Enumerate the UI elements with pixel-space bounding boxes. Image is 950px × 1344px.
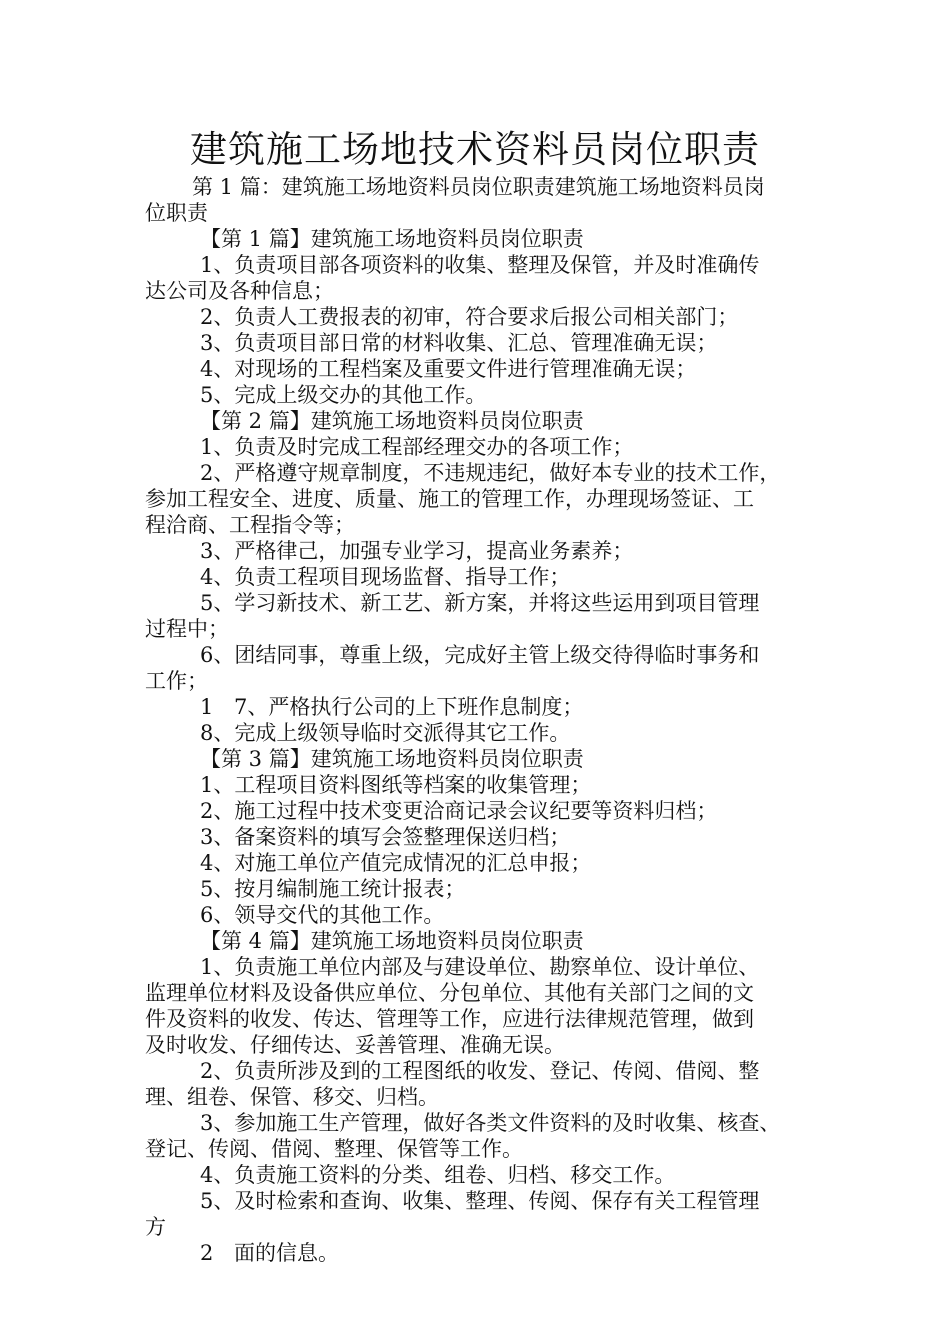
body-line: 工作； [145, 669, 208, 693]
intro-line: 第 1 篇：建筑施工场地资料员岗位职责建筑施工场地资料员岗 [192, 175, 765, 199]
body-line: 4、对现场的工程档案及重要文件进行管理准确无误； [200, 357, 697, 381]
body-line: 1、工程项目资料图纸等档案的收集管理； [200, 773, 592, 797]
section-heading: 【第 3 篇】建筑施工场地资料员岗位职责 [200, 747, 584, 771]
page-number-mark: 1 [200, 695, 214, 719]
section-heading: 【第 4 篇】建筑施工场地资料员岗位职责 [200, 929, 584, 953]
body-line: 达公司及各种信息； [145, 279, 334, 303]
body-line: 3、严格律己，加强专业学习，提高业务素养； [200, 539, 634, 563]
body-line: 4、负责工程项目现场监督、指导工作； [200, 565, 571, 589]
body-line-text: 面的信息。 [234, 1241, 339, 1265]
body-line: 3、负责项目部日常的材料收集、汇总、管理准确无误； [200, 331, 718, 355]
body-line-text: 7、严格执行公司的上下班作息制度； [234, 695, 584, 719]
body-line: 1、负责项目部各项资料的收集、整理及保管，并及时准确传 [200, 253, 760, 277]
body-line: 1、负责及时完成工程部经理交办的各项工作； [200, 435, 634, 459]
body-line: 6、领导交代的其他工作。 [200, 903, 445, 927]
body-line: 2、施工过程中技术变更洽商记录会议纪要等资料归档； [200, 799, 718, 823]
body-line: 2、严格遵守规章制度，不违规违纪，做好本专业的技术工作， [200, 461, 781, 485]
section-heading: 【第 2 篇】建筑施工场地资料员岗位职责 [200, 409, 584, 433]
body-line: 4、对施工单位产值完成情况的汇总申报； [200, 851, 592, 875]
body-line: 4、负责施工资料的分类、组卷、归档、移交工作。 [200, 1163, 676, 1187]
body-line: 8、完成上级领导临时交派得其它工作。 [200, 721, 571, 745]
body-line: 监理单位材料及设备供应单位、分包单位、其他有关部门之间的文 [145, 981, 754, 1005]
intro-line: 位职责 [145, 201, 208, 225]
body-line: 5、学习新技术、新工艺、新方案，并将这些运用到项目管理 [200, 591, 760, 615]
body-line: 5、及时检索和查询、收集、整理、传阅、保存有关工程管理 [200, 1189, 760, 1213]
body-line: 过程中； [145, 617, 229, 641]
body-line: 及时收发、仔细传达、妥善管理、准确无误。 [145, 1033, 565, 1057]
body-line: 5、完成上级交办的其他工作。 [200, 383, 487, 407]
body-line: 5、按月编制施工统计报表； [200, 877, 466, 901]
body-line: 方 [145, 1215, 166, 1239]
body-line: 程洽商、工程指令等； [145, 513, 355, 537]
body-line: 3、备案资料的填写会签整理保送归档； [200, 825, 571, 849]
body-line-with-page-mark [200, 694, 880, 720]
body-line: 理、组卷、保管、移交、归档。 [145, 1085, 439, 1109]
body-line: 3、参加施工生产管理，做好各类文件资料的及时收集、核查、 [200, 1111, 781, 1135]
body-line: 1、负责施工单位内部及与建设单位、勘察单位、设计单位、 [200, 955, 760, 979]
page-number-mark: 2 [200, 1241, 214, 1265]
body-line: 件及资料的收发、传达、管理等工作，应进行法律规范管理，做到 [145, 1007, 754, 1031]
body-line-with-page-mark [200, 1240, 880, 1266]
section-heading: 【第 1 篇】建筑施工场地资料员岗位职责 [200, 227, 584, 251]
body-line: 2、负责所涉及到的工程图纸的收发、登记、传阅、借阅、整 [200, 1059, 760, 1083]
body-line: 参加工程安全、进度、质量、施工的管理工作，办理现场签证、工 [145, 487, 754, 511]
body-line: 登记、传阅、借阅、整理、保管等工作。 [145, 1137, 523, 1161]
document-title: 建筑施工场地技术资料员岗位职责 [190, 128, 760, 171]
body-line: 6、团结同事，尊重上级，完成好主管上级交待得临时事务和 [200, 643, 760, 667]
body-line: 2、负责人工费报表的初审，符合要求后报公司相关部门； [200, 305, 739, 329]
